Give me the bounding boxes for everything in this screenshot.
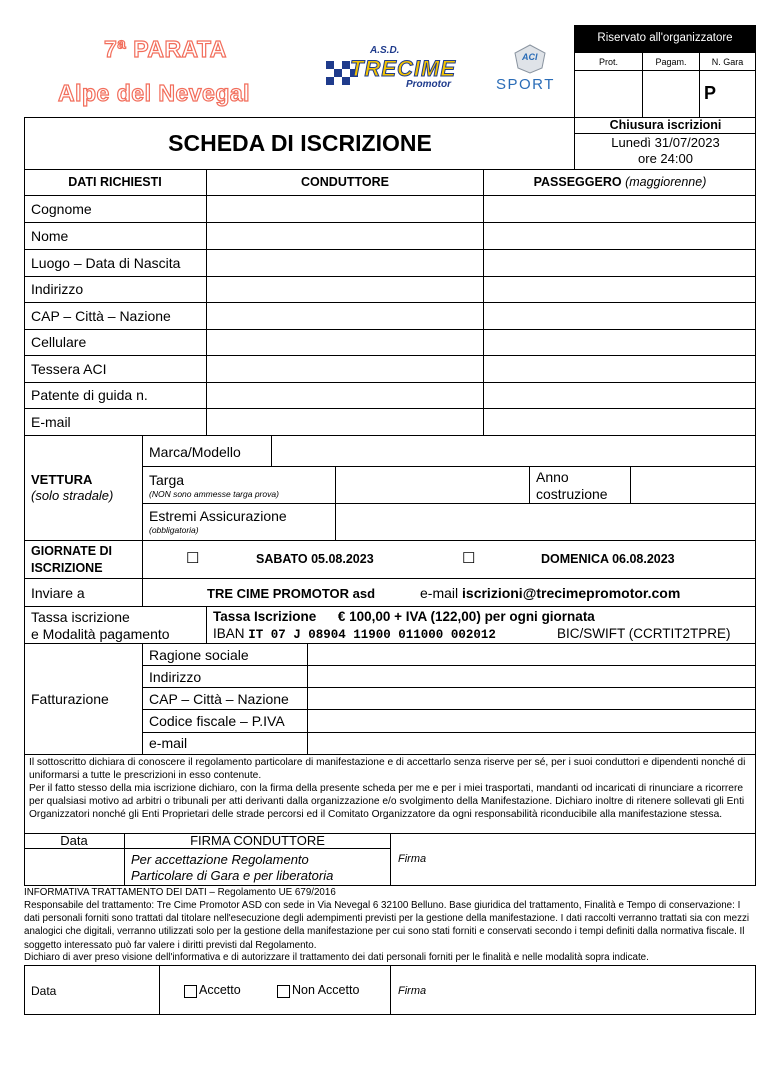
plate-note: (NON sono ammesse targa prova)	[149, 489, 279, 499]
insurance-label: Estremi Assicurazione	[149, 508, 287, 524]
row-label-birth: Luogo – Data di Nascita	[31, 255, 181, 271]
privacy-sign-input[interactable]	[391, 966, 755, 1014]
signature-date-input[interactable]	[25, 849, 124, 885]
driver-address-input[interactable]	[207, 277, 483, 302]
form-title: SCHEDA DI ISCRIZIONE	[168, 130, 432, 156]
race-number-prefix: P	[704, 83, 717, 103]
billing-row-email: e-mail	[149, 735, 188, 751]
fee-label-line1: Tassa iscrizione	[31, 609, 130, 625]
passenger-surname-input[interactable]	[484, 196, 756, 222]
driver-name-input[interactable]	[207, 223, 483, 249]
driver-surname-input[interactable]	[207, 196, 483, 222]
passenger-birth-input[interactable]	[484, 250, 756, 276]
col-header-passenger-note: (maggiorenne)	[625, 175, 707, 189]
signature-accept-line1: Per accettazione Regolamento	[131, 852, 309, 867]
declaration-paragraph-1: Il sottoscritto dichiara di conoscere il regolamento particolare di manifestazione e di accettarlo senza riserve per sé, per i suoi conduttori e dipendenti nonché di uniformarsi a tutte le prescrizioni in esso contenute.	[29, 757, 746, 782]
vehicle-label: VETTURA	[31, 472, 93, 487]
iban-label: IBAN	[213, 626, 245, 641]
declaration-paragraph-2: Per il fatto stesso della mia iscrizione dichiaro, con la firma della presente scheda per me e per i miei trasportati, mandanti od incaricati di rinunciare a ricorrere per qualsiasi motivo ad arbitri o tribunali per atti derivanti dalla organizzazione e/o svolgimento della Manifestazione. Dichiaro inoltre di ritenere sollevati gli Enti Organizzatori nonché gli Enti Proprietari delle strade percorsi ed il Comitato Organizzatore da ogni responsabilità riconducibile alla manifestazione stessa.	[29, 783, 745, 821]
passenger-address-input[interactable]	[484, 277, 756, 302]
billing-company-input[interactable]	[308, 644, 756, 665]
row-label-email: E-mail	[31, 414, 71, 430]
billing-address-input[interactable]	[308, 666, 756, 687]
bic-value: BIC/SWIFT (CCRTIT2TPRE)	[557, 626, 731, 641]
signature-sign-label: Firma	[398, 853, 427, 865]
event-title-line2: Alpe del Nevegal	[58, 80, 251, 106]
send-recipient: TRE CIME PROMOTOR asd	[207, 586, 376, 601]
row-label-name: Nome	[31, 228, 69, 244]
billing-row-address: Indirizzo	[149, 669, 202, 685]
privacy-consent: Dichiaro di aver preso visione dell'informativa e di autorizzare il trattamento dei dati personali forniti per le finalità e nelle modalità sopra indicate.	[24, 952, 649, 963]
plate-input[interactable]	[336, 467, 529, 503]
billing-row-cap-city: CAP – Città – Nazione	[149, 691, 289, 707]
reserved-col-pagam: Pagam.	[655, 57, 687, 67]
decline-checkbox[interactable]	[277, 985, 290, 998]
accept-checkbox[interactable]	[184, 985, 197, 998]
iban-line	[213, 626, 496, 642]
col-header-passenger-label: PASSEGGERO	[533, 175, 622, 189]
reserved-col-ngara: N. Gara	[711, 57, 744, 67]
send-email-line	[420, 585, 680, 601]
privacy-sign-label: Firma	[398, 985, 427, 997]
passenger-email-input[interactable]	[484, 409, 756, 435]
trecime-logo	[322, 45, 477, 93]
driver-email-input[interactable]	[207, 409, 483, 435]
signature-driver-input[interactable]	[391, 834, 755, 885]
passenger-name-input[interactable]	[484, 223, 756, 249]
passenger-license-input[interactable]	[484, 383, 756, 408]
fee-line	[213, 609, 595, 624]
row-label-surname: Cognome	[31, 201, 92, 217]
closing-title: Chiusura iscrizioni	[609, 118, 722, 132]
aci-sport-logo	[494, 44, 566, 94]
insurance-note: (obbligatoria)	[149, 525, 199, 535]
row-label-license: Patente di guida n.	[31, 387, 148, 403]
row-label-cap-city: CAP – Città – Nazione	[31, 308, 171, 324]
billing-label: Fatturazione	[31, 691, 109, 707]
fee-title: Tassa Iscrizione	[213, 609, 317, 624]
row-label-aci-card: Tessera ACI	[31, 361, 107, 377]
plate-label: Targa	[149, 472, 185, 488]
saturday-label: SABATO 05.08.2023	[256, 552, 374, 566]
iban-value: IT 07 J 08904 11900 011000 002012	[248, 628, 496, 642]
trecime-logo-sub: Promotor	[406, 79, 451, 90]
insurance-input[interactable]	[336, 504, 756, 540]
driver-birth-input[interactable]	[207, 250, 483, 276]
make-model-label: Marca/Modello	[149, 444, 241, 460]
closing-time: ore 24:00	[638, 151, 693, 166]
decline-label: Non Accetto	[292, 983, 360, 997]
privacy-text: Responsabile del trattamento: Tre Cime Promotor ASD con sede in Via Nevegal 6 32100 Belluno. Base giuridica del trattamento, Finalità e Tempo di conservazione: I dati personali forniti sono trattati dal titolare nell'esecuzione degli adempimenti previsti per la gestione della manifestazione. I dati raccolti verranno trattati sia con mezzi analogici che digitali, verranno utilizzati solo per la gestione della manifestazione per cui sono stati forniti e conservati secondo i tempi definiti dalla normativa fiscale. Il soggetto interessato può far valere i diritti previsti dal Regolamento.	[24, 900, 750, 951]
aci-logo-main: SPORT	[496, 76, 555, 93]
col-header-driver: CONDUTTORE	[301, 175, 389, 189]
event-title-line1: 7ª PARATA	[104, 36, 227, 62]
passenger-aci-card-input[interactable]	[484, 356, 756, 382]
passenger-phone-input[interactable]	[484, 330, 756, 355]
saturday-checkbox[interactable]: ☐	[186, 550, 200, 567]
col-header-passenger	[484, 175, 756, 189]
vehicle-label-note: (solo stradale)	[31, 488, 114, 503]
send-email-address[interactable]: iscrizioni@trecimepromotor.com	[462, 585, 681, 601]
row-label-address: Indirizzo	[31, 281, 84, 297]
year-label-line1: Anno	[536, 469, 569, 485]
organizer-reserved-box	[574, 25, 756, 118]
reserved-col-prot: Prot.	[598, 57, 618, 67]
signature-date-label: Data	[60, 833, 88, 848]
make-model-input[interactable]	[272, 436, 756, 466]
accept-label: Accetto	[199, 983, 241, 997]
payment-field[interactable]	[643, 71, 699, 117]
privacy-date-input[interactable]	[25, 966, 159, 1014]
billing-row-company: Ragione sociale	[149, 647, 249, 663]
privacy-date-label: Data	[31, 984, 57, 998]
billing-email-input[interactable]	[308, 733, 756, 754]
privacy-title: INFORMATIVA TRATTAMENTO DEI DATI – Regolamento UE 679/2016	[24, 887, 336, 898]
driver-phone-input[interactable]	[207, 330, 483, 355]
billing-tax-code-input[interactable]	[308, 710, 756, 732]
trecime-logo-top: A.S.D.	[370, 45, 400, 56]
days-label-line1: GIORNATE DI	[31, 544, 113, 558]
sunday-checkbox[interactable]: ☐	[462, 550, 476, 567]
signature-driver-label: FIRMA CONDUTTORE	[190, 833, 325, 848]
fee-amount: € 100,00 + IVA (122,00) per ogni giornata	[337, 609, 595, 624]
driver-license-input[interactable]	[207, 383, 483, 408]
send-email-label: e-mail	[420, 585, 459, 601]
row-label-phone: Cellulare	[31, 334, 87, 350]
days-label-line2: ISCRIZIONE	[31, 561, 103, 575]
trecime-logo-main: TRECIME	[350, 56, 456, 81]
fee-label-line2: e Modalità pagamento	[31, 626, 170, 642]
signature-accept-line2: Particolare di Gara e per liberatoria	[131, 868, 334, 883]
year-label-line2: costruzione	[536, 486, 608, 502]
passenger-cap-city-input[interactable]	[484, 303, 756, 329]
col-header-data: DATI RICHIESTI	[68, 175, 162, 189]
send-label: Inviare a	[31, 585, 85, 601]
driver-aci-card-input[interactable]	[207, 356, 483, 382]
closing-date: Lunedì 31/07/2023	[611, 135, 720, 150]
billing-cap-city-input[interactable]	[308, 688, 756, 709]
protocol-field[interactable]	[575, 71, 642, 117]
aci-logo-top: ACI	[522, 52, 538, 62]
year-input[interactable]	[631, 467, 756, 503]
driver-cap-city-input[interactable]	[207, 303, 483, 329]
reserved-title: Riservato all'organizzatore	[597, 32, 733, 44]
sunday-label: DOMENICA 06.08.2023	[541, 552, 675, 566]
billing-row-tax-code: Codice fiscale – P.IVA	[149, 713, 285, 729]
